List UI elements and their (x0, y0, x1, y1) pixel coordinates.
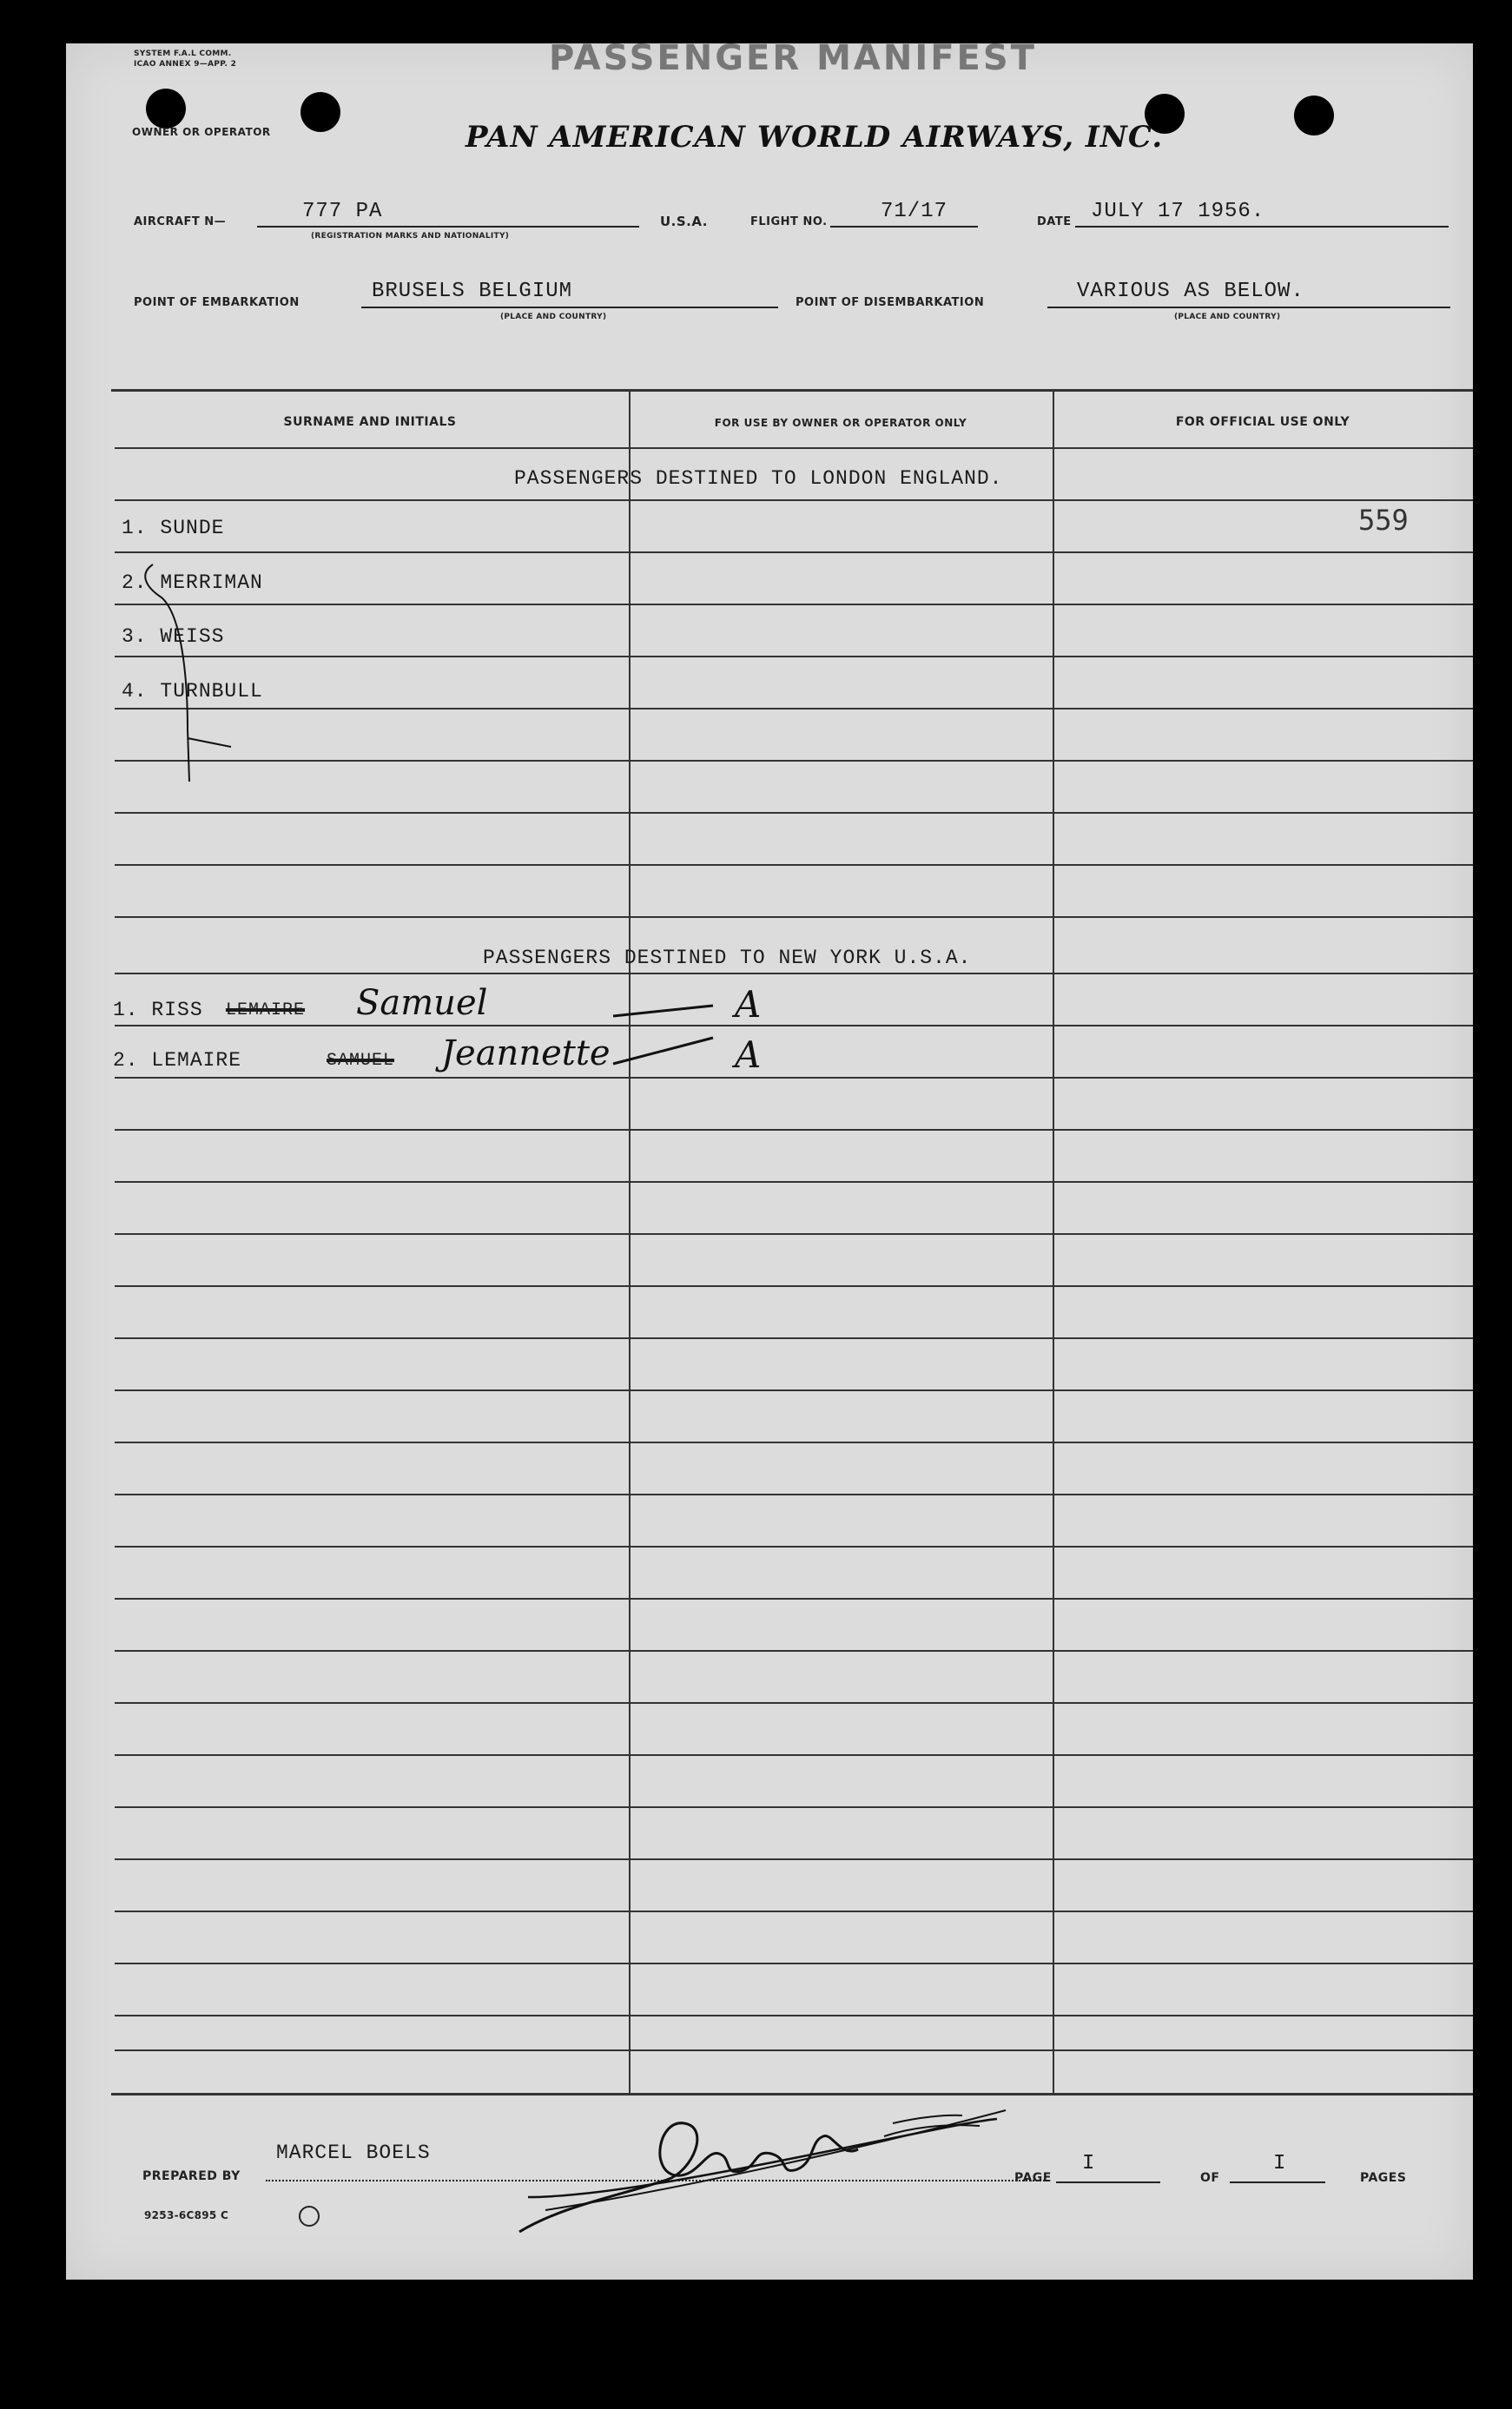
owner-label: OWNER OR OPERATOR (132, 126, 271, 138)
signature (511, 2076, 1032, 2249)
row-rule (115, 499, 1473, 501)
row-rule (115, 1442, 1473, 1443)
date-underline (1075, 226, 1449, 228)
row-rule (115, 1233, 1473, 1235)
row-rule (115, 1702, 1473, 1704)
section-heading-new-york: PASSENGERS DESTINED TO NEW YORK U.S.A. (483, 947, 972, 969)
handwritten-first-name: Samuel (356, 983, 488, 1023)
flight-no-value: 71/17 (881, 200, 948, 223)
row-rule (115, 916, 1473, 918)
usa-label: U.S.A. (660, 214, 708, 229)
struck-out-name: SAMUEL (327, 1051, 395, 1071)
embarkation-underline (361, 307, 778, 308)
row-rule (115, 604, 1473, 605)
page-label: PAGE (1014, 2171, 1052, 2185)
row-rule (115, 1389, 1473, 1391)
pages-label: PAGES (1360, 2171, 1407, 2185)
disembarkation-value: VARIOUS AS BELOW. (1077, 280, 1304, 303)
form-number: 9253-6C895 C (144, 2209, 229, 2221)
document-title: PASSENGER MANIFEST (549, 38, 1037, 78)
handwritten-first-name: Jeannette (441, 1033, 611, 1073)
row-rule (115, 656, 1473, 657)
mark-a: A (735, 983, 762, 1026)
flight-no-label: FLIGHT NO. (750, 215, 828, 228)
manifest-sheet (66, 38, 1473, 2280)
of-label: OF (1200, 2171, 1220, 2185)
row-rule (115, 1546, 1473, 1548)
row-rule (115, 1963, 1473, 1964)
form-reference (134, 49, 236, 69)
form-reference-line-2: ICAO ANNEX 9—APP. 2 (134, 60, 237, 69)
passenger-row: 4. TURNBULL (122, 680, 263, 703)
embarkation-value: BRUSELS BELGIUM (372, 280, 573, 303)
row-rule (115, 1077, 1473, 1079)
disembarkation-note: (PLACE AND COUNTRY) (1174, 313, 1281, 321)
disembarkation-label: POINT OF DISEMBARKATION (796, 296, 985, 309)
row-rule (115, 1754, 1473, 1756)
registration-note: (REGISTRATION MARKS AND NATIONALITY) (311, 232, 510, 241)
embarkation-label: POINT OF EMBARKATION (134, 296, 300, 309)
row-rule (115, 1858, 1473, 1860)
aircraft-value: 777 PA (302, 200, 383, 223)
pen-bracket-mark (135, 538, 240, 790)
official-number: 559 (1358, 504, 1409, 537)
page-total-underline (1230, 2181, 1325, 2183)
row-rule (115, 1129, 1473, 1131)
row-rule (115, 447, 1473, 449)
table-top-rule (111, 389, 1473, 392)
page-underline (1056, 2181, 1160, 2183)
row-rule (115, 2015, 1473, 2016)
section-heading-london: PASSENGERS DESTINED TO LONDON ENGLAND. (514, 467, 1003, 490)
aircraft-label: AIRCRAFT N— (134, 215, 227, 228)
passenger-row: 3. WEISS (122, 625, 225, 648)
column-header-owner-use: FOR USE BY OWNER OR OPERATOR ONLY (714, 417, 967, 429)
passenger-row: 1. SUNDE (122, 517, 225, 539)
aircraft-underline (257, 226, 639, 228)
struck-out-name: LEMAIRE (226, 1000, 306, 1020)
column-divider-1 (629, 391, 631, 2093)
row-rule (115, 1025, 1473, 1026)
row-rule (115, 1285, 1473, 1287)
page-number: I (1082, 2152, 1096, 2175)
passenger-row-1-typed: 1. RISS (113, 999, 203, 1021)
date-value: JULY 17 1956. (1091, 200, 1265, 223)
row-rule (115, 1181, 1473, 1183)
row-rule (115, 864, 1473, 866)
row-rule (115, 760, 1473, 762)
company-name: PAN AMERICAN WORLD AIRWAYS, INC. (465, 120, 1164, 155)
prepared-by-value: MARCEL BOELS (276, 2142, 431, 2164)
row-rule (115, 1806, 1473, 1808)
row-rule (115, 2049, 1473, 2051)
row-rule (115, 1337, 1473, 1339)
row-rule (115, 973, 1473, 974)
row-rule (115, 1598, 1473, 1600)
row-rule (115, 708, 1473, 710)
page-total: I (1273, 2152, 1287, 2175)
date-label: DATE (1037, 215, 1072, 228)
row-rule (115, 812, 1473, 814)
row-rule (115, 1911, 1473, 1912)
mark-a: A (735, 1033, 762, 1076)
row-rule (115, 1650, 1473, 1652)
embarkation-note: (PLACE AND COUNTRY) (500, 313, 607, 321)
passenger-row: 2. MERRIMAN (122, 571, 263, 594)
passenger-row-2-typed: 2. LEMAIRE (113, 1049, 242, 1072)
prepared-by-label: PREPARED BY (142, 2169, 241, 2183)
punch-hole (1294, 96, 1334, 135)
disembarkation-underline (1047, 307, 1450, 308)
punch-hole (146, 89, 186, 129)
flight-no-underline (830, 226, 978, 228)
union-label-seal (299, 2206, 320, 2227)
row-rule (115, 1494, 1473, 1495)
column-header-official-use: FOR OFFICIAL USE ONLY (1175, 415, 1350, 429)
form-reference-line-1: SYSTEM F.A.L COMM. (134, 50, 232, 58)
column-divider-2 (1053, 391, 1054, 2093)
punch-hole (300, 92, 340, 132)
row-rule (115, 551, 1473, 553)
column-header-surname: SURNAME AND INITIALS (283, 415, 457, 429)
